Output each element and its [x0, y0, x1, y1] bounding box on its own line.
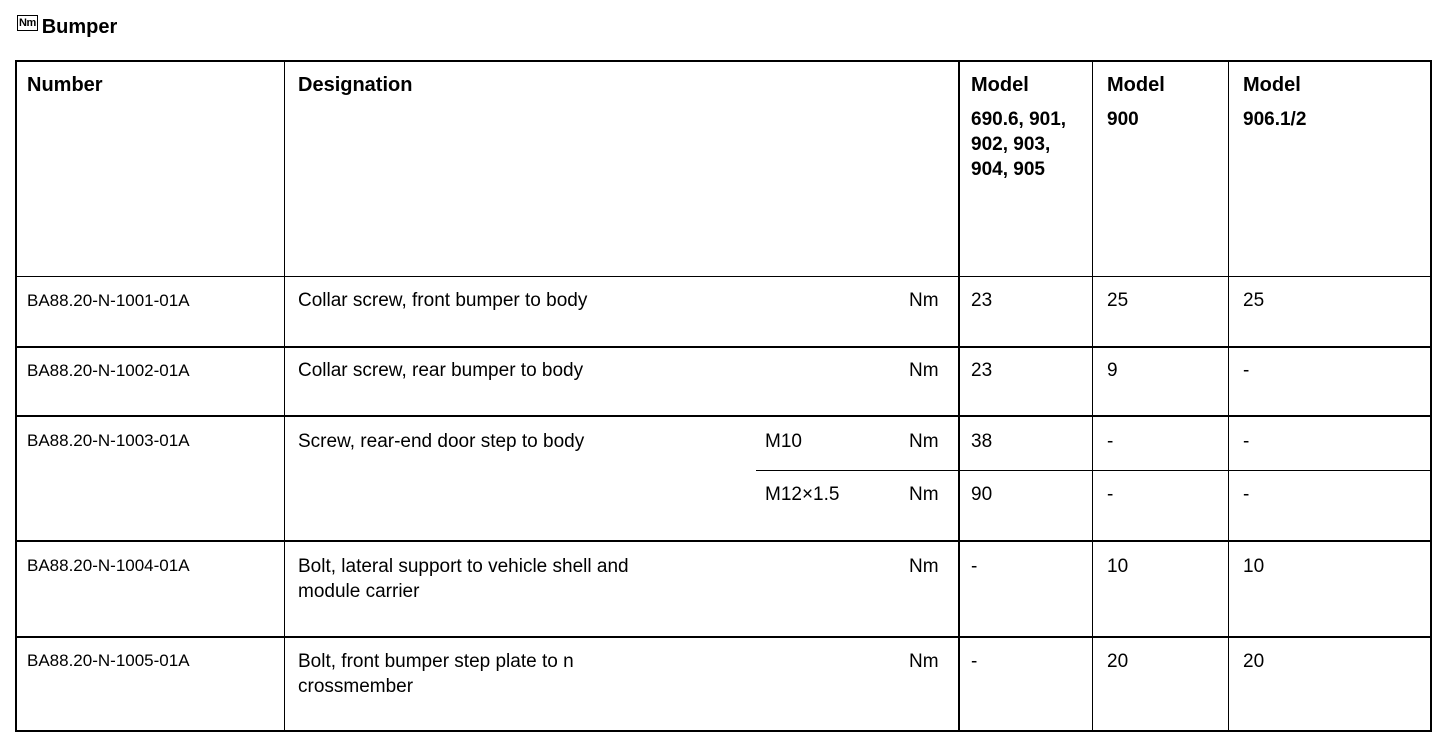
row-value-model-3: -	[1243, 360, 1250, 381]
row-value-model-3: 20	[1243, 651, 1265, 672]
row-unit: Nm	[909, 290, 939, 311]
row-divider	[17, 276, 1430, 277]
row-value-model-1: -	[971, 556, 978, 577]
header-number: Number	[27, 74, 103, 96]
sub-row-divider	[756, 470, 1430, 471]
row-value-model-3: -	[1243, 431, 1250, 452]
row-number: BA88.20-N-1001-01A	[27, 291, 190, 310]
row-value-model-3: 25	[1243, 290, 1265, 311]
row-value-model-1: -	[971, 651, 978, 672]
row-value-model-1: 23	[971, 360, 993, 381]
row-divider	[17, 346, 1430, 348]
row-designation-line2: crossmember	[298, 676, 414, 697]
header-model-1-variant: 690.6, 901, 902, 903, 904, 905	[971, 109, 1067, 180]
row-divider	[17, 415, 1430, 417]
row-designation: Bolt, lateral support to vehicle shell and	[298, 556, 629, 577]
row-divider	[17, 540, 1430, 542]
column-divider	[958, 62, 960, 730]
row-value-model-2: -	[1107, 484, 1114, 505]
row-designation: Collar screw, rear bumper to body	[298, 360, 584, 381]
row-number: BA88.20-N-1002-01A	[27, 361, 190, 380]
row-value-model-2: 25	[1107, 290, 1129, 311]
header-model-3-variant: 906.1/2	[1243, 109, 1307, 130]
row-unit: Nm	[909, 556, 939, 577]
row-divider	[17, 636, 1430, 638]
row-designation: Bolt, front bumper step plate to n	[298, 651, 574, 672]
row-designation-line2: module carrier	[298, 581, 420, 602]
row-spec: M10	[765, 431, 802, 452]
row-unit: Nm	[909, 360, 939, 381]
row-number: BA88.20-N-1003-01A	[27, 431, 190, 450]
row-unit: Nm	[909, 484, 939, 505]
header-designation: Designation	[298, 74, 413, 96]
row-value-model-1: 38	[971, 431, 993, 452]
page-title	[17, 14, 117, 42]
page-title-text: Bumper	[41, 16, 118, 38]
row-designation: Screw, rear-end door step to body	[298, 431, 585, 452]
column-divider	[1228, 62, 1229, 730]
row-value-model-1: 23	[971, 290, 993, 311]
row-unit: Nm	[909, 431, 939, 452]
header-model-1: Model	[971, 74, 1029, 96]
row-value-model-1: 90	[971, 484, 993, 505]
torque-nm-icon: Nm	[19, 17, 36, 29]
torque-table	[15, 60, 1432, 732]
row-value-model-2: -	[1107, 431, 1114, 452]
column-divider	[1092, 62, 1093, 730]
row-value-model-2: 9	[1107, 360, 1118, 381]
header-model-3: Model	[1243, 74, 1301, 96]
row-designation: Collar screw, front bumper to body	[298, 290, 588, 311]
row-number: BA88.20-N-1004-01A	[27, 556, 190, 575]
row-value-model-3: 10	[1243, 556, 1265, 577]
row-value-model-2: 20	[1107, 651, 1129, 672]
row-spec: M12×1.5	[765, 484, 840, 505]
header-model-2-variant: 900	[1107, 109, 1139, 130]
row-value-model-2: 10	[1107, 556, 1129, 577]
row-unit: Nm	[909, 651, 939, 672]
row-number: BA88.20-N-1005-01A	[27, 651, 190, 670]
header-model-2: Model	[1107, 74, 1165, 96]
row-value-model-3: -	[1243, 484, 1250, 505]
column-divider	[284, 62, 285, 730]
